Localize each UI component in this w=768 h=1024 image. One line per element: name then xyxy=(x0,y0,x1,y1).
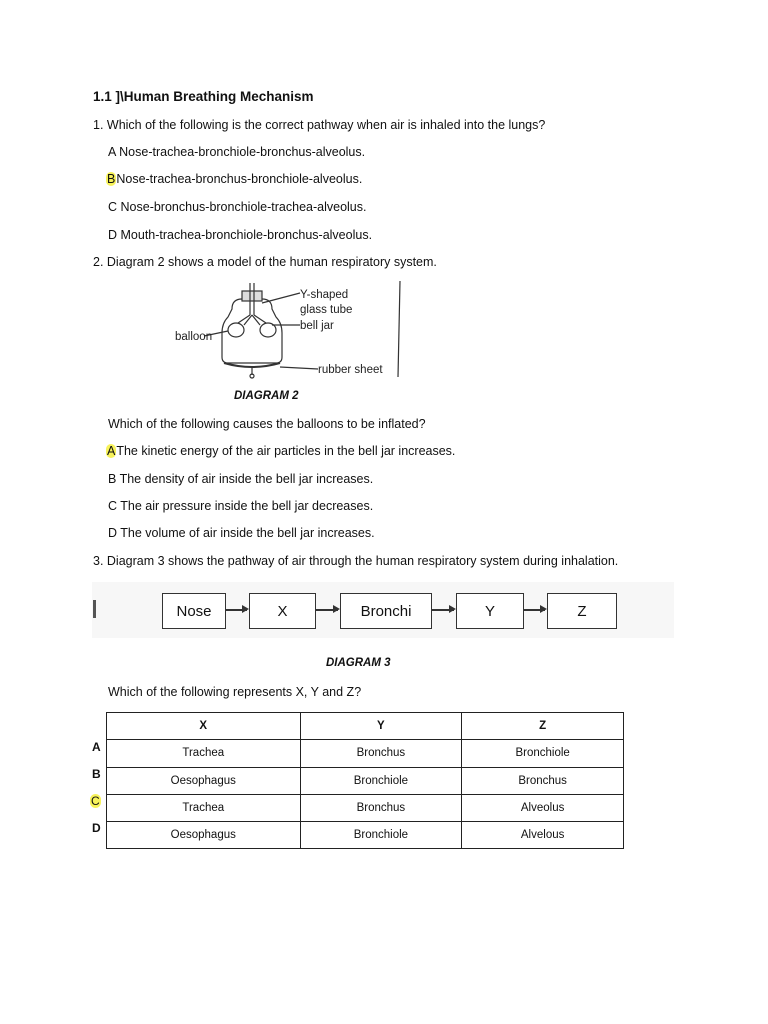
flow-box-x: X xyxy=(249,593,316,629)
stopper xyxy=(242,291,262,301)
q1-option-b xyxy=(106,172,362,186)
q2-option-c xyxy=(108,499,373,513)
option-letter: D xyxy=(108,526,118,540)
option-text: Nose-trachea-bronchiole-bronchus-alveolus. xyxy=(119,145,366,159)
label-bell-jar: bell jar xyxy=(300,320,334,332)
table-cell: Bronchiole xyxy=(300,822,462,849)
flow-box-nose: Nose xyxy=(162,593,226,629)
table-cell: Bronchiole xyxy=(462,740,624,767)
table-cell: Alveolus xyxy=(462,794,624,821)
option-text: The volume of air inside the bell jar increases. xyxy=(120,526,375,540)
flow-arrow xyxy=(431,609,454,611)
option-letter-highlighted: A xyxy=(107,444,116,458)
table-cell: Oesophagus xyxy=(107,767,301,794)
option-text: Nose-bronchus-bronchiole-trachea-alveolus. xyxy=(120,200,367,214)
table-cell: Bronchiole xyxy=(300,767,462,794)
y-shaped-tube xyxy=(238,283,266,325)
flow-arrow xyxy=(315,609,338,611)
row-label-b: B xyxy=(92,767,101,781)
table-cell: Bronchus xyxy=(300,740,462,767)
option-text: The kinetic energy of the air particles in the bell jar increases. xyxy=(116,444,456,458)
bell-jar xyxy=(222,299,282,363)
table-cell: Bronchus xyxy=(462,767,624,794)
diagram-2-caption: DIAGRAM 2 xyxy=(234,390,299,402)
flow-arrow xyxy=(523,609,545,611)
q1-question: 1. Which of the following is the correct pathway when air is inhaled into the lungs? xyxy=(93,118,546,132)
section-title: 1.1 ]\Human Breathing Mechanism xyxy=(93,89,314,104)
left-balloon xyxy=(228,323,244,337)
q2-question: 2. Diagram 2 shows a model of the human respiratory system. xyxy=(93,255,437,269)
table-header-row xyxy=(107,713,624,740)
answer-table xyxy=(106,712,624,849)
label-balloon: balloon xyxy=(175,331,213,343)
option-letter: D xyxy=(108,228,118,242)
table-cell: Oesophagus xyxy=(107,822,301,849)
diagram-3-caption: DIAGRAM 3 xyxy=(326,657,391,669)
option-text: Mouth-trachea-bronchiole-bronchus-alveolus. xyxy=(120,228,373,242)
q2-option-d xyxy=(108,526,375,540)
header-z: Z xyxy=(462,713,624,740)
q2-option-a xyxy=(106,444,455,458)
q1-option-a xyxy=(108,145,365,159)
option-letter: C xyxy=(108,200,118,214)
row-label-c-highlighted: C xyxy=(91,794,100,808)
q1-option-c xyxy=(108,200,366,214)
q3-prompt: Which of the following represents X, Y and Z? xyxy=(108,685,362,699)
option-letter-highlighted: B xyxy=(107,172,116,186)
label-y-shaped: Y-shaped xyxy=(300,289,349,301)
q2-prompt: Which of the following causes the balloons to be inflated? xyxy=(108,417,426,431)
scan-mark xyxy=(93,600,96,618)
option-text: Nose-trachea-bronchus-bronchiole-alveolus. xyxy=(116,172,363,186)
table-cell: Alvelous xyxy=(462,822,624,849)
flow-box-y: Y xyxy=(456,593,524,629)
flow-arrow xyxy=(225,609,247,611)
header-x: X xyxy=(107,713,301,740)
header-y: Y xyxy=(300,713,462,740)
table-cell: Trachea xyxy=(107,740,301,767)
option-text: The air pressure inside the bell jar decreases. xyxy=(120,499,374,513)
row-label-a: A xyxy=(92,740,101,754)
option-letter: C xyxy=(108,499,118,513)
table-row xyxy=(107,767,624,794)
table-row xyxy=(107,822,624,849)
option-letter: B xyxy=(108,472,117,486)
table-row xyxy=(107,740,624,767)
flow-box-bronchi: Bronchi xyxy=(340,593,432,629)
rubber-sheet xyxy=(224,363,280,367)
table-row xyxy=(107,794,624,821)
q1-option-d xyxy=(108,228,372,242)
table-cell: Trachea xyxy=(107,794,301,821)
flow-box-z: Z xyxy=(547,593,617,629)
row-label-d: D xyxy=(92,821,101,835)
label-rubber-sheet: rubber sheet xyxy=(318,364,383,376)
table-cell: Bronchus xyxy=(300,794,462,821)
q3-question: 3. Diagram 3 shows the pathway of air through the human respiratory system during inhalation. xyxy=(93,554,619,568)
bell-jar-diagram xyxy=(172,277,408,379)
option-letter: A xyxy=(108,145,116,159)
option-text: The density of air inside the bell jar increases. xyxy=(119,472,374,486)
q2-option-b xyxy=(108,472,373,486)
label-glass-tube: glass tube xyxy=(300,304,353,316)
